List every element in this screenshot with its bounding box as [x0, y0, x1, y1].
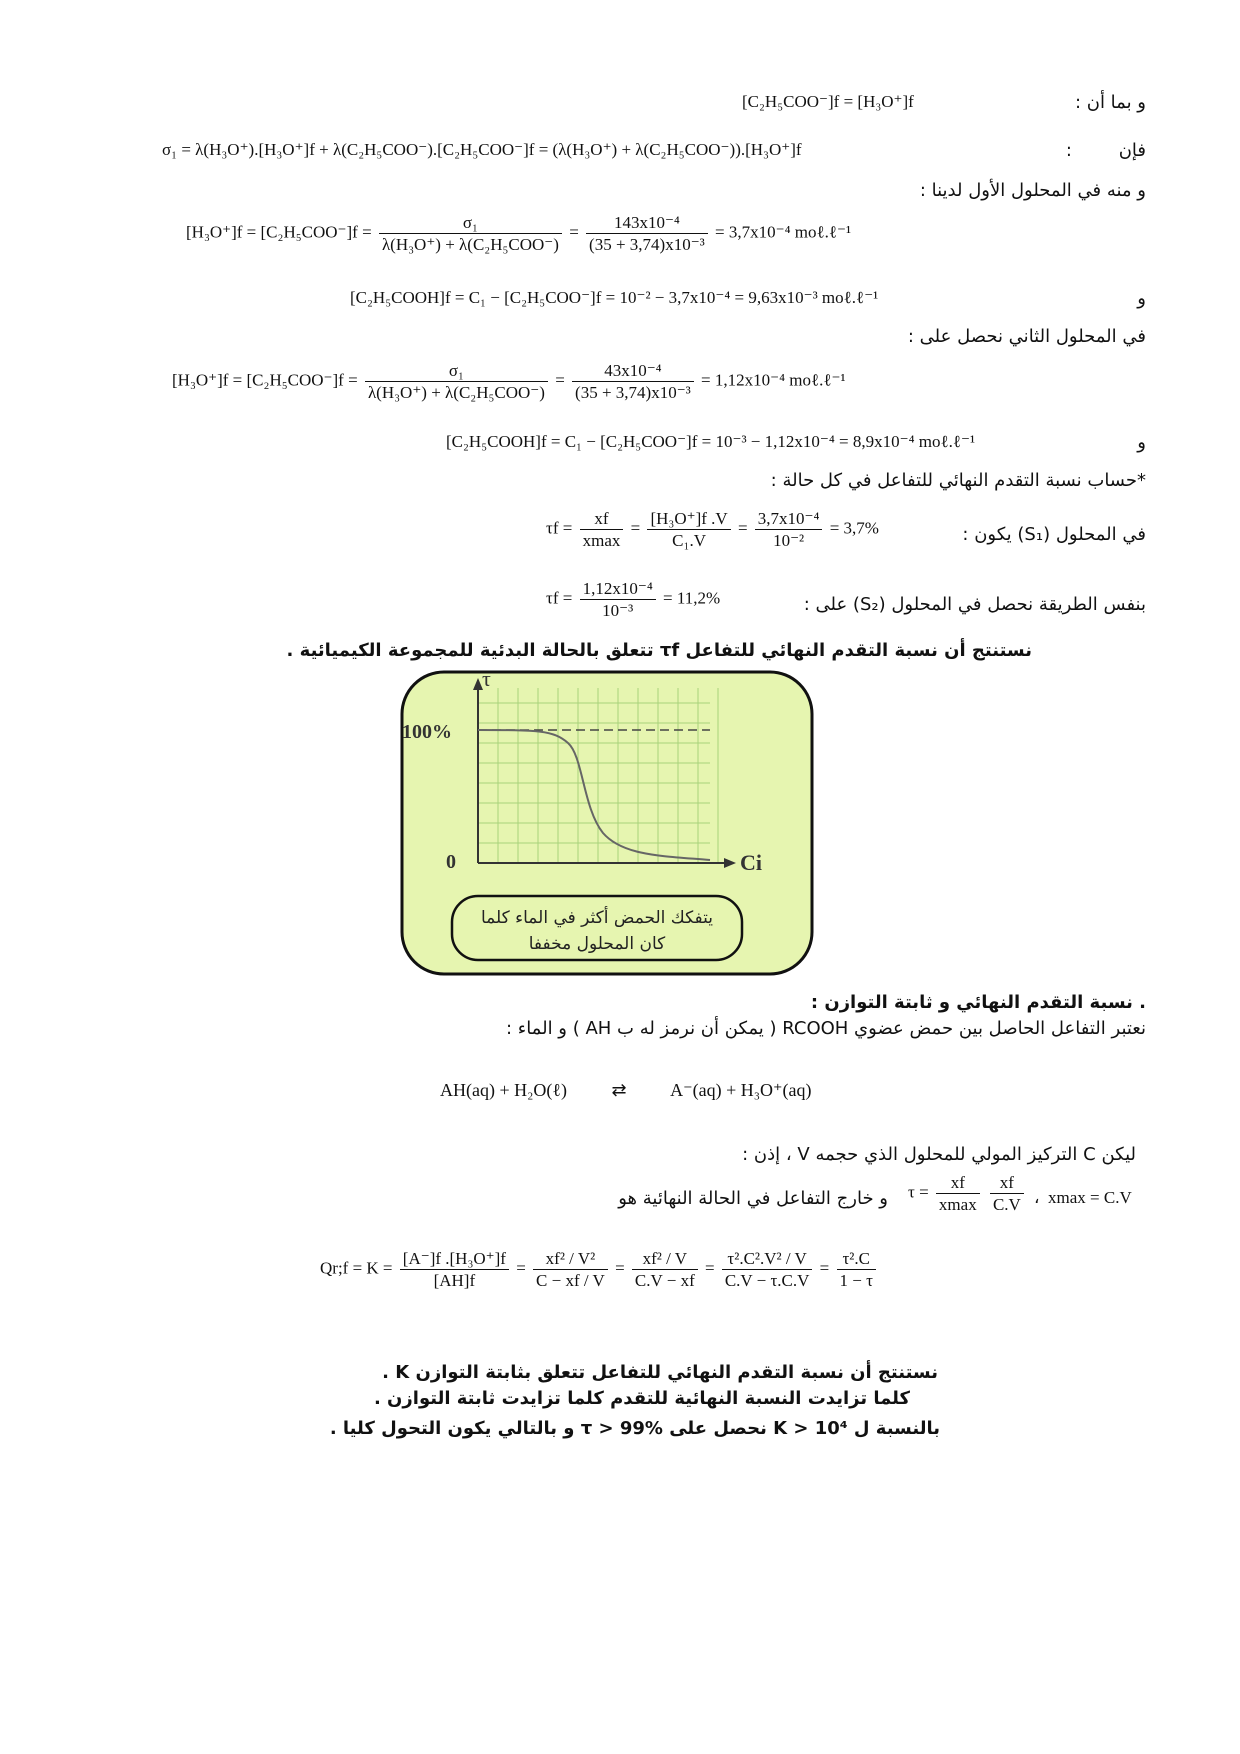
conclusion-line2: كلما تزايدت النسبة النهائية للتقدم كلما تزايدت ثابتة التوازن .: [373, 1388, 910, 1409]
equation-h3o-second: [H₃O⁺]f = [C₂H₅COO⁻]f = $\frac{\text{σ₁}}{\text{λ(H₃O⁺) + λ(C₂H₅COO⁻)}}$ = $\frac{\text{43x10⁻⁴}}{\text{(35 + 3,74)x10⁻³}}$ = 1,12x10⁻⁴ moℓ.ℓ⁻¹: [172, 361, 846, 403]
reaction-reactants: AH(aq) + H₂O(ℓ): [440, 1080, 568, 1100]
fraction-num: [A⁻]f .[H₃O⁺]f: [402, 1249, 506, 1268]
fraction-num: σ₁: [462, 213, 478, 232]
fraction-den: [AH]f: [400, 1269, 509, 1291]
fraction-num: τ².C².V² / V: [727, 1249, 807, 1268]
fraction-den: (35 + 3,74)x10⁻³: [586, 233, 708, 255]
fraction-den: xmax: [580, 529, 624, 551]
fraction-values: [572, 360, 694, 404]
equation-acid-first: [C₂H₅COOH]f = C₁ − [C₂H₅COO⁻]f = 10⁻² − 3,7x10⁻⁴ = 9,63x10⁻³ moℓ.ℓ⁻¹: [350, 288, 879, 307]
fraction-den: 10⁻³: [580, 599, 656, 621]
fraction-den: C − xf / V: [533, 1269, 608, 1291]
fraction-conc: [647, 508, 730, 552]
text-colon: :: [1065, 140, 1072, 161]
comma: ،: [1034, 1188, 1040, 1207]
fraction-cv: [990, 1172, 1024, 1216]
text-second-solution: في المحلول الثاني نحصل على :: [907, 326, 1146, 347]
conclusion-line3: بالنسبة ل K > 10⁴ نحصل على τ > 99% و بالتالي يكون التحول كليا .: [329, 1418, 940, 1439]
fraction-den: λ(H₃O⁺) + λ(C₂H₅COO⁻): [365, 381, 548, 403]
fraction-den: C.V: [990, 1193, 1024, 1215]
fraction-values: [586, 212, 708, 256]
eq-result: = 3,7x10⁻⁴ moℓ.ℓ⁻¹: [715, 222, 852, 242]
equation-tau-s1: τf = $\frac{xf}{xmax}$ = $\frac{\text{[H₃O⁺]f .V}}{\text{C₁.V}}$ = $\frac{\text{3,7x10⁻⁴}}{\text{10⁻²}}$ = 3,7%: [546, 509, 879, 551]
fraction-num: xf² / V: [642, 1249, 688, 1268]
section-title: . نسبة التقدم النهائي و ثابتة التوازن :: [810, 992, 1146, 1013]
eq-left: Qr;f = K =: [320, 1258, 393, 1278]
reaction-products: A⁻(aq) + H₃O⁺(aq): [670, 1080, 812, 1100]
text-conclusion-initial-state: نستنتج أن نسبة التقدم النهائي للتفاعل τf تتعلق بالحالة البدئية للمجموعة الكيميائية .: [286, 640, 1032, 661]
fraction-num: [H₃O⁺]f .V: [650, 509, 728, 528]
fraction-values: [755, 508, 823, 552]
fraction-den: C.V − τ.C.V: [722, 1269, 813, 1291]
equation-tau-def: [908, 1172, 1027, 1216]
equation-equality: [C₂H₅COO⁻]f = [H₃O⁺]f: [742, 92, 914, 111]
fraction-num: σ₁: [448, 361, 464, 380]
eq-left: τf =: [546, 518, 573, 538]
fraction-x: [580, 508, 624, 552]
equation-acid-second: [C₂H₅COOH]f = C₁ − [C₂H₅COO⁻]f = 10⁻³ − 1,12x10⁻⁴ = 8,9x10⁻⁴ moℓ.ℓ⁻¹: [446, 432, 976, 451]
fraction-sigma: [379, 212, 562, 256]
eq-left: τ =: [908, 1182, 929, 1202]
section-intro: نعتبر التفاعل الحاصل بين حمض عضوي RCOOH ( يمكن أن نرمز له ب AH ) و الماء :: [505, 1018, 1146, 1039]
equation-tau-s2: [546, 578, 720, 622]
eq-left: [H₃O⁺]f = [C₂H₅COO⁻]f =: [186, 222, 372, 242]
fraction-den: (35 + 3,74)x10⁻³: [572, 381, 694, 403]
text-and: و: [1137, 288, 1146, 309]
fraction-den: C₁.V: [647, 529, 730, 551]
text-solution-s2: بنفس الطريقة نحصل في المحلول (S₂) على :: [803, 594, 1146, 615]
text-since: و بما أن :: [1074, 92, 1146, 113]
fraction-den: C.V − xf: [632, 1269, 698, 1291]
fraction-values: [580, 578, 656, 622]
equation-h3o-first: [H₃O⁺]f = [C₂H₅COO⁻]f = $\frac{\text{σ₁}}{\text{λ(H₃O⁺) + λ(C₂H₅COO⁻)}}$ = $\frac{\text{143x10⁻⁴}}{\text{(35 + 3,74)x10⁻³}}$ = 3,7x10⁻⁴ moℓ.ℓ⁻¹: [186, 213, 852, 255]
graph-caption-line1: يتفكك الحمض أكثر في الماء كلما: [481, 908, 713, 928]
fraction-q5: [837, 1248, 876, 1292]
graph-caption-line2: كان المحلول مخففا: [528, 934, 666, 954]
fraction-den: 10⁻²: [755, 529, 823, 551]
text-and-2: و: [1137, 432, 1146, 453]
text-let-c: ليكن C التركيز المولي للمحلول الذي حجمه V ، إذن :: [742, 1144, 1136, 1165]
fraction-den: 1 − τ: [837, 1269, 876, 1291]
text-final-state: و خارج التفاعل في الحالة النهائية هو: [618, 1188, 888, 1209]
equation-conductivity: σ₁ = λ(H₃O⁺).[H₃O⁺]f + λ(C₂H₅COO⁻).[C₂H₅COO⁻]f = (λ(H₃O⁺) + λ(C₂H₅COO⁻)).[H₃O⁺]f: [162, 140, 802, 159]
fraction-num: 143x10⁻⁴: [613, 213, 680, 232]
fraction-den: xmax: [936, 1193, 980, 1215]
text-calc-title: *حساب نسبة التقدم النهائي للتفاعل في كل حالة :: [770, 470, 1146, 491]
y-max-label: 100%: [402, 721, 452, 743]
text-then: فإن: [1118, 140, 1146, 161]
fraction-num: 1,12x10⁻⁴: [582, 579, 653, 598]
fraction-q2: [533, 1248, 608, 1292]
y-axis-label: τ: [482, 668, 491, 691]
eq-result: = 3,7%: [829, 518, 879, 538]
reaction-arrow: ⇄: [611, 1080, 627, 1100]
fraction-num: 43x10⁻⁴: [604, 361, 662, 380]
fraction-q4: [722, 1248, 813, 1292]
fraction-q3: [632, 1248, 698, 1292]
text-first-solution: و منه في المحلول الأول لدينا :: [919, 180, 1146, 201]
fraction-num: 3,7x10⁻⁴: [757, 509, 820, 528]
eq-result: = 1,12x10⁻⁴ moℓ.ℓ⁻¹: [701, 370, 846, 390]
eq-result: = 11,2%: [663, 588, 721, 608]
origin-label: 0: [446, 851, 456, 873]
x-axis-label: Ci: [740, 850, 762, 875]
eq-left: τf =: [546, 588, 573, 608]
fraction-x: [936, 1172, 980, 1216]
fraction-sigma: [365, 360, 548, 404]
tau-vs-concentration-graph: [398, 668, 816, 978]
reaction-equation: [440, 1080, 812, 1101]
fraction-den: λ(H₃O⁺) + λ(C₂H₅COO⁻): [379, 233, 562, 255]
equation-k: Qr;f = K = $\frac{\text{[A⁻]f .[H₃O⁺]f}}{[AH]f}$ = $\frac{\text{xf² / V²}}{C - xf / V}$ = $\frac{\text{xf² / V}}{C.V - xf}$ = $\frac{\text{τ².C².V² / V}}{C.V - \tau.C.V}$ = $\frac{\text{τ².C}}{1 - \tau}$: [320, 1248, 879, 1292]
conclusion-line1: نستنتج أن نسبة التقدم النهائي للتفاعل تتعلق بثابتة التوازن K .: [382, 1362, 938, 1383]
fraction-num: xf: [999, 1173, 1014, 1192]
fraction-num: xf: [950, 1173, 965, 1192]
text-solution-s1: في المحلول (S₁) يكون :: [962, 524, 1146, 545]
fraction-q1: [400, 1248, 509, 1292]
eq-left: [H₃O⁺]f = [C₂H₅COO⁻]f =: [172, 370, 358, 390]
equation-xmax: xmax = C.V: [1048, 1188, 1132, 1207]
fraction-num: τ².C: [842, 1249, 870, 1268]
fraction-num: xf: [594, 509, 609, 528]
fraction-num: xf² / V²: [545, 1249, 596, 1268]
